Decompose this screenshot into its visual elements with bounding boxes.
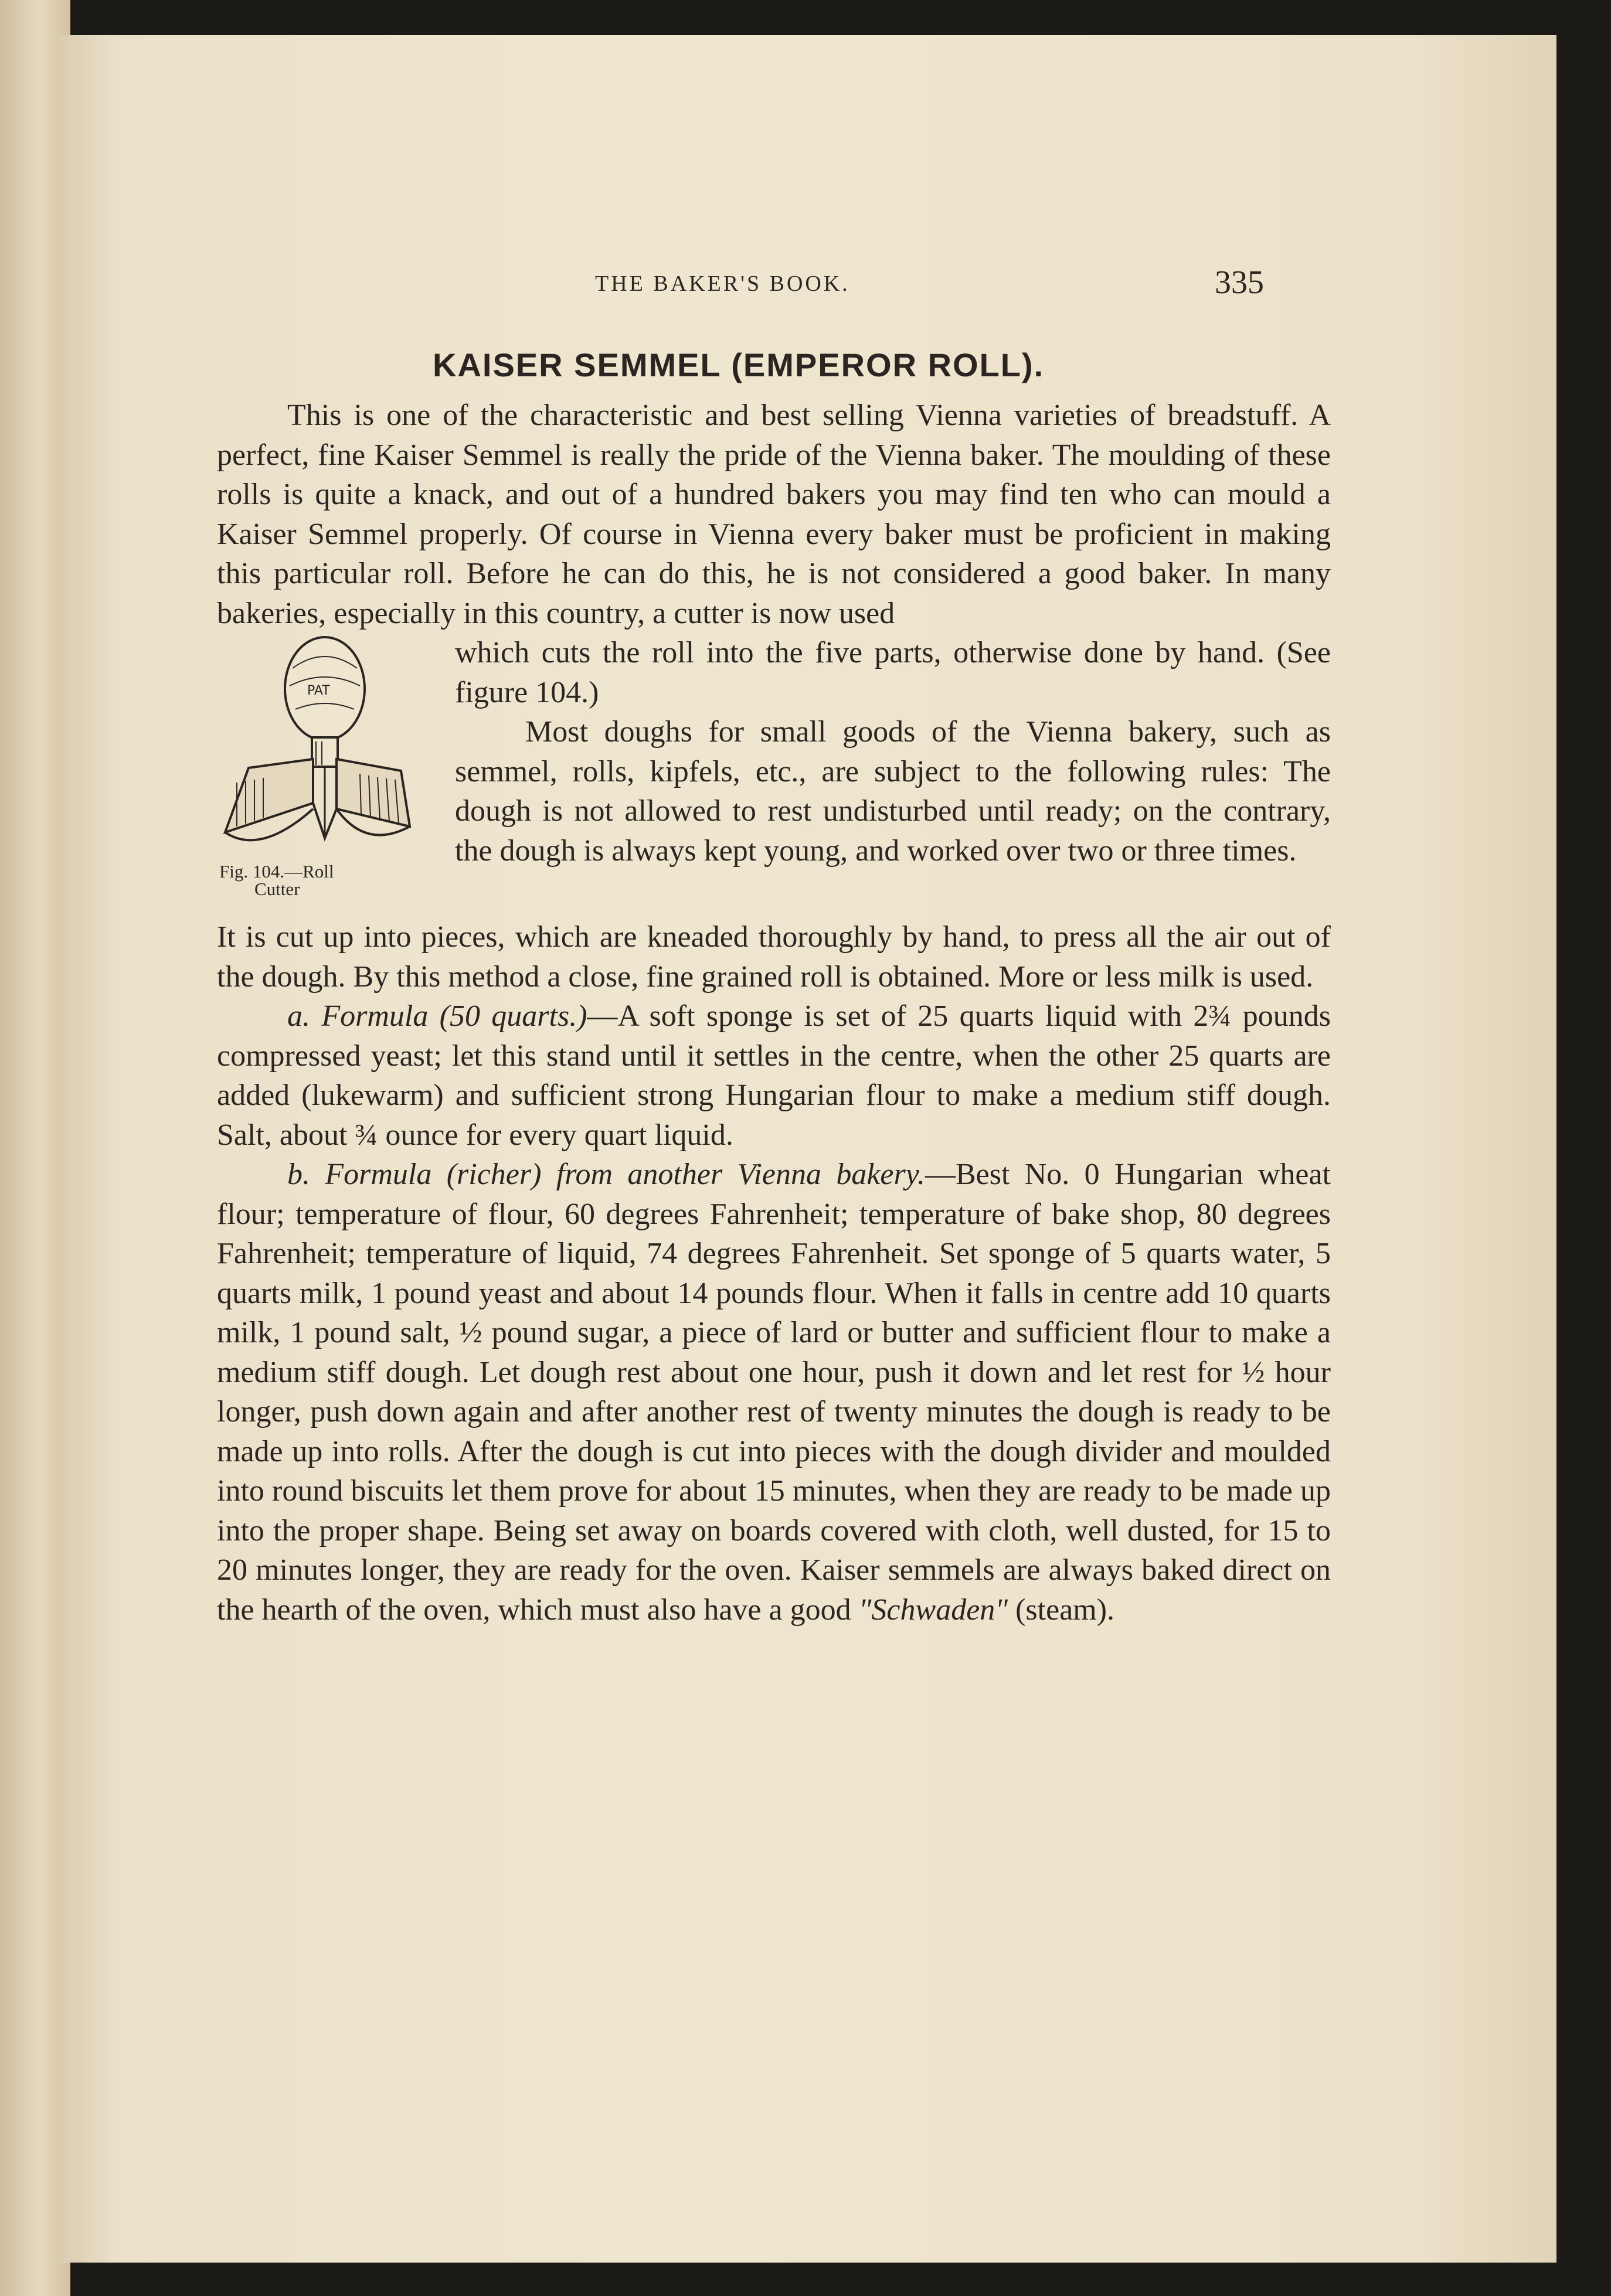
book-page [59,35,1556,2263]
formula-a-text: —A soft sponge is set of 25 quarts liquid with 2¾ pounds compressed yeast; let this stand until it settles in the centre, when the other 25 quarts are added (lukewarm) and sufficient strong Hungarian flour to make a medium stiff dough. Salt, about ¾ ounce for every quart liquid. [217,999,1331,1152]
figure-caption-line2: Cutter [254,879,300,899]
body-text [217,396,1331,1630]
figure-104 [213,633,442,917]
running-title: THE BAKER'S BOOK. [595,271,850,296]
figure-caption [219,863,395,898]
running-head [59,264,1556,311]
paragraph-formula-a [217,996,1331,1155]
formula-a-label: a. Formula (50 quarts.) [287,999,587,1033]
paragraph-intro-continued: which cuts the roll into the five parts, otherwise done by hand. (See figure 104.) [455,636,1331,709]
page-number: 335 [1215,264,1264,301]
figure-caption-line1: Fig. 104.—Roll [219,861,334,882]
formula-b-schwaden: "Schwaden" [858,1593,1008,1627]
paragraph-intro: This is one of the characteristic and best selling Vienna varieties of breadstuff. A perfect, fine Kaiser Semmel is really the pride of the Vienna baker. The moulding of these rolls is quite a knack, and out of a hundred bakers you may find ten who can mould a Kaiser Semmel properly. Of course in Vienna every baker must be proficient in making this particular roll. Before he can do this, he is not considered a good baker. In many bakeries, especially in this country, a cutter is now used [217,399,1331,630]
roll-cutter-icon [213,633,424,862]
paragraph-formula-b [217,1155,1331,1630]
section-title: KAISER SEMMEL (EMPEROR ROLL). [433,346,1045,383]
paragraph-dough-rules-continued: It is cut up into pieces, which are kneaded thoroughly by hand, to press all the air out of the dough. By this method a close, fine grained roll is obtained. More or less milk is used. [217,920,1331,994]
formula-b-label: b. Formula (richer) from another Vienna bakery. [287,1158,925,1191]
paragraph-dough-rules: Most doughs for small goods of the Vienna bakery, such as semmel, rolls, kipfels, etc., are subject to the following rules: The dough is not allowed to rest undisturbed until ready; on the contrary, the dough is always kept young, and worked over two or three times. [455,715,1331,868]
svg-text:PAT: PAT [307,683,330,698]
formula-b-text: —Best No. 0 Hungarian wheat flour; temperature of flour, 60 degrees Fahrenheit; temperature of bake shop, 80 degrees Fahrenheit; temperature of liquid, 74 degrees Fahrenheit. Set sponge of 5 quarts water, 5 quarts milk, 1 pound yeast and about 14 pounds flour. When it falls in centre add 10 quarts milk, 1 pound salt, ½ pound sugar, a piece of lard or butter and sufficient flour to make a medium stiff dough. Let dough rest about one hour, push it down and let rest for ½ hour longer, push down again and after another rest of twenty minutes the dough is ready to be made up into rolls. After the dough is cut into pieces with the dough divider and moulded into round biscuits let them prove for about 15 minutes, when they are ready to be made up into the proper shape. Being set away on boards covered with cloth, well dusted, for 15 to 20 minutes longer, they are ready for the oven. Kaiser semmels are always baked direct on the hearth of the oven, which must also have a good [217,1158,1331,1627]
formula-b-end: (steam). [1008,1593,1115,1627]
